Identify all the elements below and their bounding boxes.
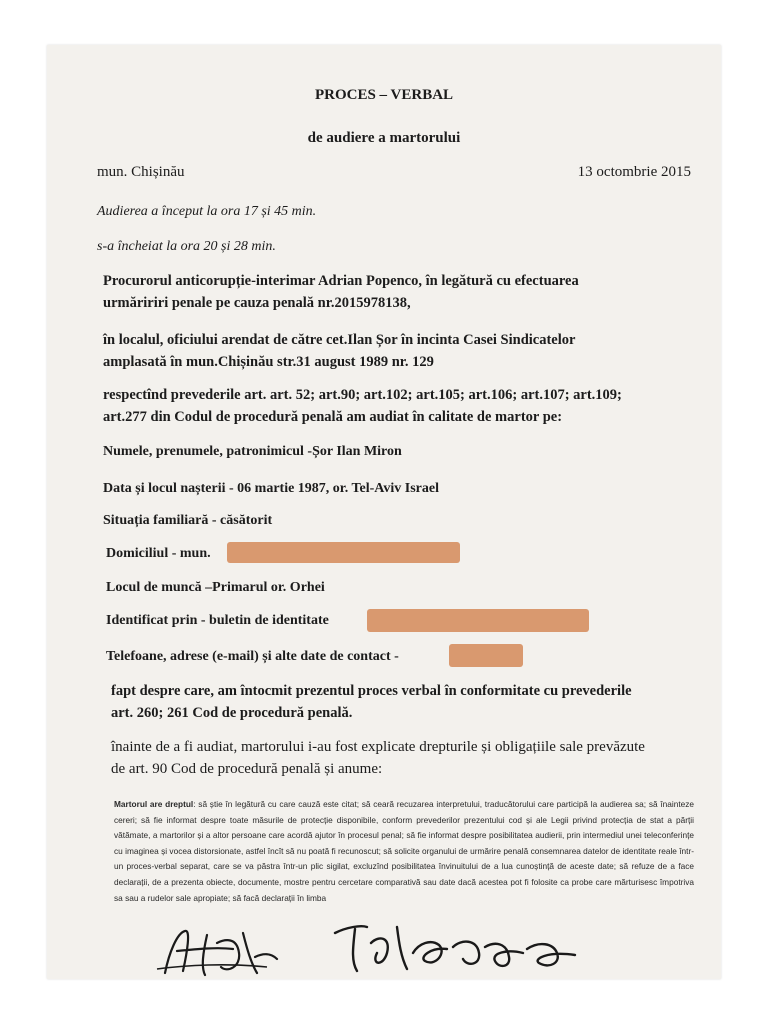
witness-signature — [327, 913, 587, 979]
paragraph-line: fapt despre care, am întocmit prezentul proces verbal în conformitate cu prevederile — [111, 683, 632, 699]
date-text: 13 octombrie 2015 — [577, 164, 691, 180]
field-id: Identificat prin - buletin de identitate — [106, 613, 329, 628]
paragraph-line: urmăririri penale pe cauza penală nr.2015978138, — [103, 295, 411, 311]
document-subtitle: de audiere a martorului — [307, 130, 461, 146]
paragraph-line: Procurorul anticorupție-interimar Adrian Popenco, în legătură cu efectuarea — [103, 273, 579, 289]
field-birth: Data și locul nașterii - 06 martie 1987, or. Tel-Aviv Israel — [103, 481, 439, 496]
paragraph-line: înainte de a fi audiat, martorului i-au fost explicate drepturile și obligațiile sale prevăzute — [111, 739, 645, 755]
field-family: Situația familiară - căsătorit — [103, 513, 273, 528]
field-work: Locul de muncă –Primarul or. Orhei — [106, 580, 325, 595]
document-title: PROCES – VERBAL — [314, 87, 454, 103]
paragraph-line: art.277 din Codul de procedură penală am audiat în calitate de martor pe: — [103, 409, 563, 425]
field-contact: Telefoane, adrese (e-mail) și alte date de contact - — [106, 649, 399, 664]
document-page — [47, 45, 721, 979]
redaction-domicile — [227, 542, 460, 563]
paragraph-location — [103, 329, 703, 373]
paragraph-line: respectînd prevederile art. art. 52; art.90; art.102; art.105; art.106; art.107; art.109; — [103, 387, 622, 403]
redaction-id — [367, 609, 589, 632]
paragraph-rights-intro — [111, 736, 711, 780]
start-time-text: Audierea a început la ora 17 și 45 min. — [97, 204, 317, 219]
rights-lead: Martorul are dreptul — [114, 799, 194, 809]
paragraph-prosecutor — [103, 270, 703, 314]
paragraph-line: de art. 90 Cod de procedură penală și anume: — [111, 761, 383, 777]
paragraph-line: în localul, oficiului arendat de către cet.Ilan Șor în incinta Casei Sindicatelor — [103, 332, 576, 348]
place-text: mun. Chișinău — [97, 164, 185, 180]
prosecutor-signature — [147, 923, 287, 979]
redaction-contact — [449, 644, 523, 667]
end-time-text: s-a încheiat la ora 20 și 28 min. — [97, 239, 276, 254]
paragraph-articles — [103, 384, 713, 428]
rights-body: : să știe în legătură cu care cauză este citat; să ceară recuzarea interpretului, traducătorului care participă la audierea sa; să înainteze cereri; să fie informat despre toate măsurile de protecție disponibile, conform prevederilor prezentului cod și ale Legii privind protecția de stat a părții vătămate, a martorilor și a altor persoane care acordă ajutor în procesul penal; să fie informat despre posibilitatea audierii, prin intermediul unei teleconferințe cu imaginea și vocea distorsionate, astfel încît să nu poată fi recunoscut; să solicite organului de urmărire penală consemnarea datelor de identitate reale într-un proces-verbal separat, care se va păstra într-un plic sigilat, excluzînd posibilitatea învinuitului de a lua cunoștință de aceste date; să refuze de a face declarații, de a prezenta obiecte, documente, mostre pentru cercetare comparativă sau date dacă acestea pot fi folosite ca probe care mărturisesc împotriva sa sau a rudelor sale apropiate; să facă declarații în limba — [114, 799, 694, 903]
paragraph-record — [111, 680, 711, 724]
paragraph-line: amplasată în mun.Chișinău str.31 august 1989 nr. 129 — [103, 354, 434, 370]
field-domicile: Domiciliul - mun. — [106, 546, 211, 561]
witness-rights-text — [114, 797, 694, 927]
field-name: Numele, prenumele, patronimicul -Șor Ilan Miron — [103, 444, 402, 459]
paragraph-line: art. 260; 261 Cod de procedură penală. — [111, 705, 353, 721]
